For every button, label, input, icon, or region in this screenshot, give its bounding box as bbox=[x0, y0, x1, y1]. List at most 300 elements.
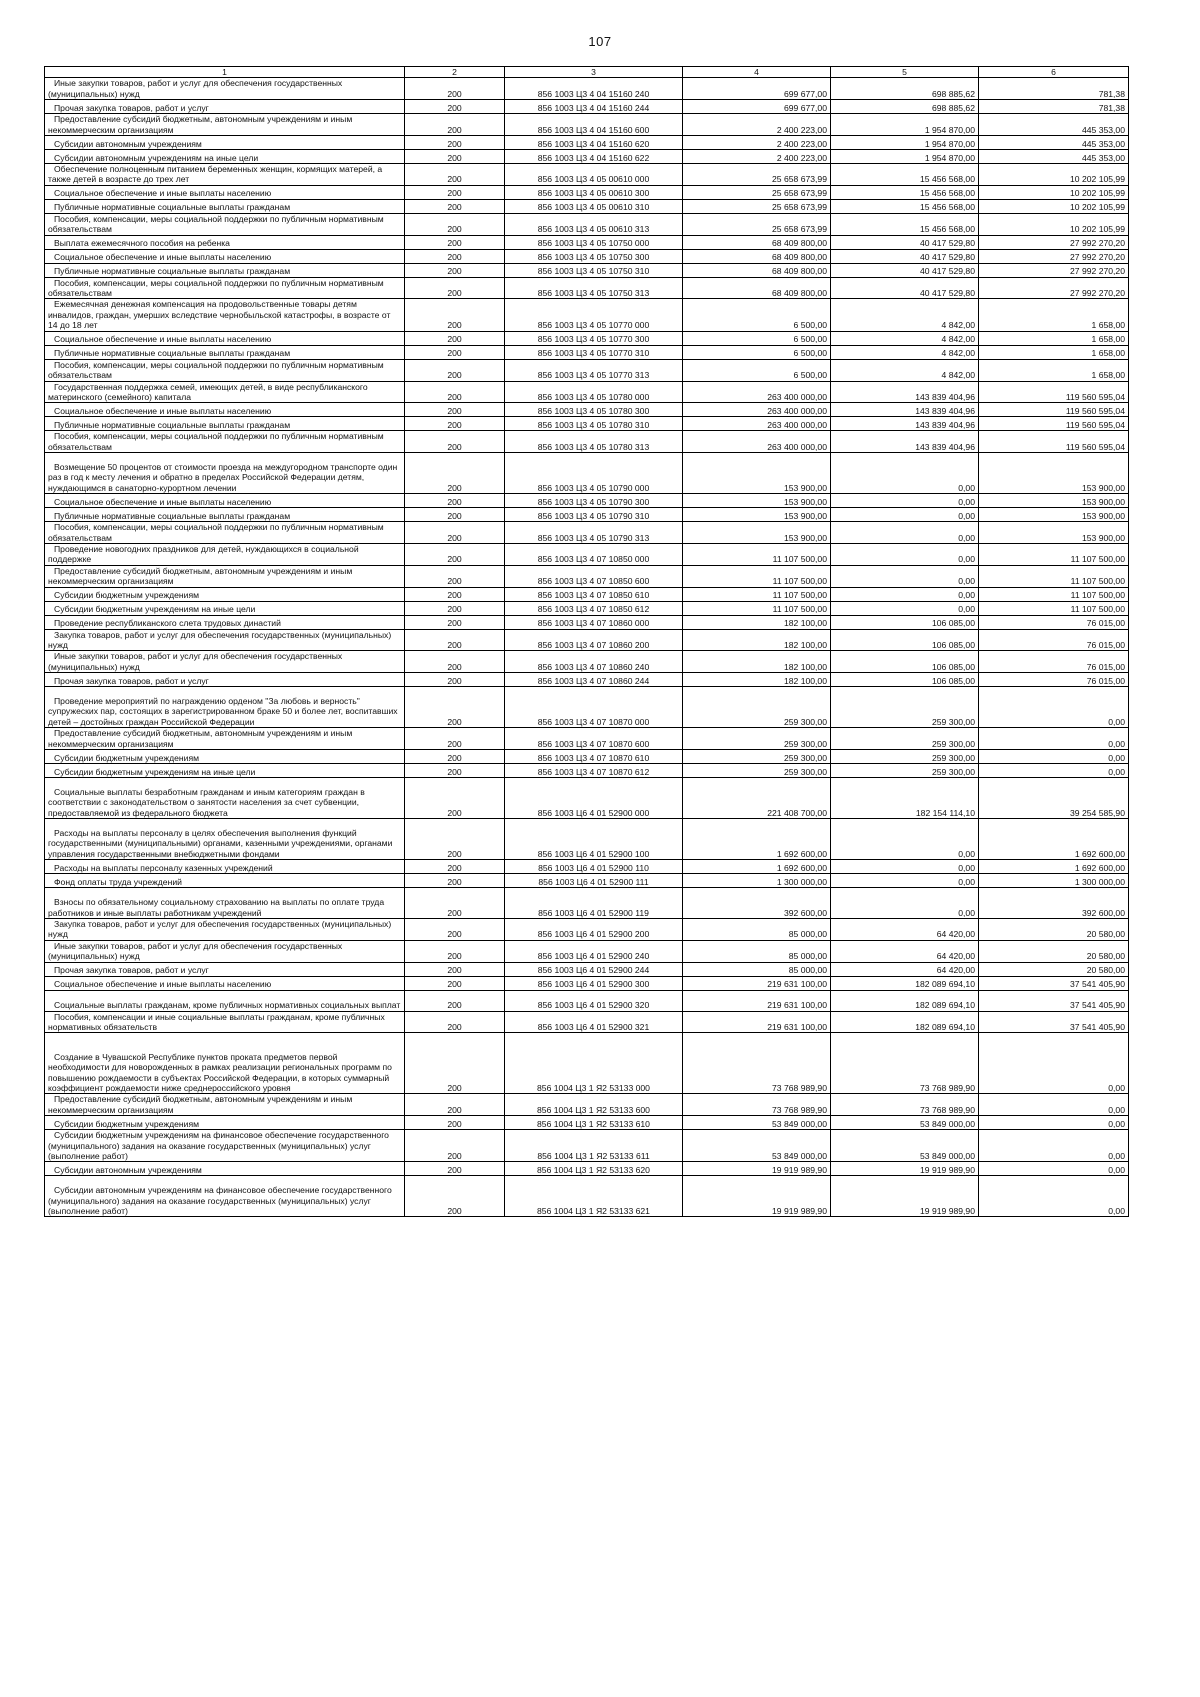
budget-execution-table bbox=[44, 66, 1129, 1217]
row-name: Иные закупки товаров, работ и услуг для обеспечения государственных (муниципальных) нужд bbox=[45, 78, 405, 100]
row-approved-amount: 219 631 100,00 bbox=[683, 990, 831, 1011]
row-classification-code: 856 1003 Ц3 4 07 10870 000 bbox=[505, 687, 683, 728]
row-admin-code: 200 bbox=[405, 431, 505, 453]
row-admin-code: 200 bbox=[405, 136, 505, 150]
row-executed-amount: 40 417 529,80 bbox=[831, 235, 979, 249]
row-classification-code: 856 1003 Ц3 4 05 10780 300 bbox=[505, 403, 683, 417]
table-row bbox=[45, 1162, 1129, 1176]
row-remainder-amount: 76 015,00 bbox=[979, 629, 1129, 651]
row-name: Пособия, компенсации, меры социальной поддержки по публичным нормативным обязательствам bbox=[45, 213, 405, 235]
row-remainder-amount: 10 202 105,99 bbox=[979, 185, 1129, 199]
table-row bbox=[45, 601, 1129, 615]
table-row bbox=[45, 940, 1129, 962]
row-name: Субсидии бюджетным учреждениям bbox=[45, 750, 405, 764]
row-classification-code: 856 1003 Ц6 4 01 52900 300 bbox=[505, 976, 683, 990]
row-executed-amount: 1 954 870,00 bbox=[831, 150, 979, 164]
row-executed-amount: 182 089 694,10 bbox=[831, 1011, 979, 1033]
row-approved-amount: 1 692 600,00 bbox=[683, 860, 831, 874]
row-remainder-amount: 10 202 105,99 bbox=[979, 199, 1129, 213]
row-executed-amount: 182 154 114,10 bbox=[831, 778, 979, 819]
row-approved-amount: 11 107 500,00 bbox=[683, 587, 831, 601]
row-approved-amount: 6 500,00 bbox=[683, 345, 831, 359]
row-name: Пособия, компенсации, меры социальной поддержки по публичным нормативным обязательствам bbox=[45, 522, 405, 544]
row-classification-code: 856 1004 Ц3 1 Я2 53133 611 bbox=[505, 1130, 683, 1162]
table-row bbox=[45, 1176, 1129, 1217]
row-executed-amount: 259 300,00 bbox=[831, 687, 979, 728]
row-executed-amount: 40 417 529,80 bbox=[831, 263, 979, 277]
row-admin-code: 200 bbox=[405, 299, 505, 331]
row-remainder-amount: 0,00 bbox=[979, 1033, 1129, 1094]
row-classification-code: 856 1004 Ц3 1 Я2 53133 610 bbox=[505, 1116, 683, 1130]
row-name: Субсидии автономным учреждениям на финансовое обеспечение государственного (муниципального) задания на оказание государственных (муниципальных) услуг (выполнение работ) bbox=[45, 1176, 405, 1217]
row-remainder-amount: 11 107 500,00 bbox=[979, 565, 1129, 587]
row-executed-amount: 0,00 bbox=[831, 819, 979, 860]
row-admin-code: 200 bbox=[405, 150, 505, 164]
row-admin-code: 200 bbox=[405, 764, 505, 778]
row-approved-amount: 25 658 673,99 bbox=[683, 164, 831, 186]
table-row bbox=[45, 78, 1129, 100]
row-admin-code: 200 bbox=[405, 587, 505, 601]
row-executed-amount: 64 420,00 bbox=[831, 919, 979, 941]
row-executed-amount: 106 085,00 bbox=[831, 651, 979, 673]
row-approved-amount: 263 400 000,00 bbox=[683, 417, 831, 431]
row-classification-code: 856 1003 Ц3 4 05 10750 300 bbox=[505, 249, 683, 263]
row-approved-amount: 263 400 000,00 bbox=[683, 431, 831, 453]
row-executed-amount: 1 954 870,00 bbox=[831, 136, 979, 150]
row-classification-code: 856 1003 Ц3 4 07 10870 610 bbox=[505, 750, 683, 764]
column-header-1: 1 bbox=[45, 67, 405, 78]
table-row bbox=[45, 543, 1129, 565]
table-row bbox=[45, 185, 1129, 199]
row-admin-code: 200 bbox=[405, 565, 505, 587]
row-executed-amount: 182 089 694,10 bbox=[831, 976, 979, 990]
row-executed-amount: 182 089 694,10 bbox=[831, 990, 979, 1011]
row-name: Прочая закупка товаров, работ и услуг bbox=[45, 962, 405, 976]
row-admin-code: 200 bbox=[405, 919, 505, 941]
row-remainder-amount: 11 107 500,00 bbox=[979, 587, 1129, 601]
row-classification-code: 856 1003 Ц3 4 07 10860 244 bbox=[505, 673, 683, 687]
row-executed-amount: 0,00 bbox=[831, 522, 979, 544]
table-row bbox=[45, 687, 1129, 728]
row-admin-code: 200 bbox=[405, 860, 505, 874]
row-remainder-amount: 0,00 bbox=[979, 764, 1129, 778]
table-row bbox=[45, 417, 1129, 431]
table-row bbox=[45, 249, 1129, 263]
row-classification-code: 856 1003 Ц3 4 04 15160 244 bbox=[505, 100, 683, 114]
row-approved-amount: 2 400 223,00 bbox=[683, 150, 831, 164]
row-executed-amount: 40 417 529,80 bbox=[831, 249, 979, 263]
row-executed-amount: 698 885,62 bbox=[831, 100, 979, 114]
row-classification-code: 856 1003 Ц3 4 07 10850 000 bbox=[505, 543, 683, 565]
row-remainder-amount: 39 254 585,90 bbox=[979, 778, 1129, 819]
table-row bbox=[45, 651, 1129, 673]
row-classification-code: 856 1003 Ц3 4 05 10770 313 bbox=[505, 359, 683, 381]
row-classification-code: 856 1003 Ц3 4 05 10790 310 bbox=[505, 508, 683, 522]
row-classification-code: 856 1003 Ц3 4 07 10860 240 bbox=[505, 651, 683, 673]
row-classification-code: 856 1004 Ц3 1 Я2 53133 620 bbox=[505, 1162, 683, 1176]
row-approved-amount: 699 677,00 bbox=[683, 100, 831, 114]
row-remainder-amount: 119 560 595,04 bbox=[979, 431, 1129, 453]
row-approved-amount: 153 900,00 bbox=[683, 494, 831, 508]
row-executed-amount: 0,00 bbox=[831, 860, 979, 874]
row-executed-amount: 73 768 989,90 bbox=[831, 1094, 979, 1116]
row-name: Социальное обеспечение и иные выплаты населению bbox=[45, 249, 405, 263]
row-admin-code: 200 bbox=[405, 601, 505, 615]
row-classification-code: 856 1003 Ц6 4 01 52900 321 bbox=[505, 1011, 683, 1033]
row-executed-amount: 143 839 404,96 bbox=[831, 417, 979, 431]
row-classification-code: 856 1004 Ц3 1 Я2 53133 600 bbox=[505, 1094, 683, 1116]
row-admin-code: 200 bbox=[405, 199, 505, 213]
row-approved-amount: 263 400 000,00 bbox=[683, 381, 831, 403]
row-executed-amount: 4 842,00 bbox=[831, 299, 979, 331]
row-executed-amount: 106 085,00 bbox=[831, 673, 979, 687]
table-row bbox=[45, 1116, 1129, 1130]
row-name: Субсидии бюджетным учреждениям на иные цели bbox=[45, 601, 405, 615]
row-approved-amount: 85 000,00 bbox=[683, 919, 831, 941]
row-executed-amount: 0,00 bbox=[831, 494, 979, 508]
row-name: Государственная поддержка семей, имеющих детей, в виде республиканского материнского (семейного) капитала bbox=[45, 381, 405, 403]
row-admin-code: 200 bbox=[405, 543, 505, 565]
row-approved-amount: 182 100,00 bbox=[683, 673, 831, 687]
row-approved-amount: 11 107 500,00 bbox=[683, 565, 831, 587]
row-approved-amount: 73 768 989,90 bbox=[683, 1094, 831, 1116]
row-remainder-amount: 1 692 600,00 bbox=[979, 860, 1129, 874]
table-row bbox=[45, 819, 1129, 860]
row-executed-amount: 53 849 000,00 bbox=[831, 1130, 979, 1162]
row-classification-code: 856 1004 Ц3 1 Я2 53133 000 bbox=[505, 1033, 683, 1094]
row-remainder-amount: 27 992 270,20 bbox=[979, 263, 1129, 277]
table-row bbox=[45, 213, 1129, 235]
row-executed-amount: 698 885,62 bbox=[831, 78, 979, 100]
row-executed-amount: 15 456 568,00 bbox=[831, 213, 979, 235]
row-remainder-amount: 1 658,00 bbox=[979, 359, 1129, 381]
table-row bbox=[45, 522, 1129, 544]
row-approved-amount: 182 100,00 bbox=[683, 629, 831, 651]
table-row bbox=[45, 381, 1129, 403]
row-name: Публичные нормативные социальные выплаты гражданам bbox=[45, 417, 405, 431]
table-row bbox=[45, 860, 1129, 874]
table-row bbox=[45, 673, 1129, 687]
table-row bbox=[45, 764, 1129, 778]
row-remainder-amount: 445 353,00 bbox=[979, 150, 1129, 164]
row-classification-code: 856 1003 Ц6 4 01 52900 320 bbox=[505, 990, 683, 1011]
row-name: Социальные выплаты безработным гражданам и иным категориям граждан в соответствии с законодательством о занятости населения за счет субвенции, предоставляемой из федерального бюджета bbox=[45, 778, 405, 819]
row-classification-code: 856 1003 Ц3 4 05 10780 310 bbox=[505, 417, 683, 431]
row-classification-code: 856 1003 Ц3 4 05 00610 313 bbox=[505, 213, 683, 235]
row-classification-code: 856 1003 Ц3 4 04 15160 620 bbox=[505, 136, 683, 150]
row-classification-code: 856 1003 Ц6 4 01 52900 240 bbox=[505, 940, 683, 962]
row-approved-amount: 259 300,00 bbox=[683, 728, 831, 750]
table-row bbox=[45, 331, 1129, 345]
table-row bbox=[45, 136, 1129, 150]
row-executed-amount: 4 842,00 bbox=[831, 345, 979, 359]
row-classification-code: 856 1003 Ц3 4 05 10770 000 bbox=[505, 299, 683, 331]
row-admin-code: 200 bbox=[405, 673, 505, 687]
row-name: Публичные нормативные социальные выплаты гражданам bbox=[45, 508, 405, 522]
table-row bbox=[45, 629, 1129, 651]
row-executed-amount: 143 839 404,96 bbox=[831, 381, 979, 403]
row-classification-code: 856 1003 Ц6 4 01 52900 200 bbox=[505, 919, 683, 941]
row-approved-amount: 85 000,00 bbox=[683, 962, 831, 976]
row-name: Прочая закупка товаров, работ и услуг bbox=[45, 100, 405, 114]
row-executed-amount: 259 300,00 bbox=[831, 728, 979, 750]
table-row bbox=[45, 976, 1129, 990]
column-header-2: 2 bbox=[405, 67, 505, 78]
row-executed-amount: 0,00 bbox=[831, 508, 979, 522]
table-row bbox=[45, 199, 1129, 213]
table-row bbox=[45, 299, 1129, 331]
row-remainder-amount: 153 900,00 bbox=[979, 494, 1129, 508]
row-remainder-amount: 0,00 bbox=[979, 1162, 1129, 1176]
row-admin-code: 200 bbox=[405, 381, 505, 403]
table-row bbox=[45, 990, 1129, 1011]
row-admin-code: 200 bbox=[405, 508, 505, 522]
row-executed-amount: 15 456 568,00 bbox=[831, 185, 979, 199]
row-classification-code: 856 1003 Ц3 4 05 00610 310 bbox=[505, 199, 683, 213]
row-remainder-amount: 1 658,00 bbox=[979, 299, 1129, 331]
row-remainder-amount: 445 353,00 bbox=[979, 114, 1129, 136]
row-remainder-amount: 0,00 bbox=[979, 1094, 1129, 1116]
row-classification-code: 856 1003 Ц3 4 05 00610 000 bbox=[505, 164, 683, 186]
row-classification-code: 856 1003 Ц3 4 07 10860 000 bbox=[505, 615, 683, 629]
row-approved-amount: 25 658 673,99 bbox=[683, 213, 831, 235]
row-admin-code: 200 bbox=[405, 494, 505, 508]
row-name: Субсидии бюджетным учреждениям bbox=[45, 587, 405, 601]
row-name: Социальное обеспечение и иные выплаты населению bbox=[45, 494, 405, 508]
row-name: Социальные выплаты гражданам, кроме публичных нормативных социальных выплат bbox=[45, 990, 405, 1011]
table-row bbox=[45, 453, 1129, 494]
row-name: Взносы по обязательному социальному страхованию на выплаты по оплате труда работников и иные выплаты работникам учреждений bbox=[45, 888, 405, 919]
row-name: Пособия, компенсации, меры социальной поддержки по публичным нормативным обязательствам bbox=[45, 431, 405, 453]
row-name: Публичные нормативные социальные выплаты гражданам bbox=[45, 345, 405, 359]
row-name: Пособия, компенсации, меры социальной поддержки по публичным нормативным обязательствам bbox=[45, 277, 405, 299]
row-executed-amount: 73 768 989,90 bbox=[831, 1033, 979, 1094]
column-header-5: 5 bbox=[831, 67, 979, 78]
row-executed-amount: 259 300,00 bbox=[831, 764, 979, 778]
row-name: Иные закупки товаров, работ и услуг для обеспечения государственных (муниципальных) нужд bbox=[45, 940, 405, 962]
row-classification-code: 856 1003 Ц3 4 07 10850 600 bbox=[505, 565, 683, 587]
row-executed-amount: 15 456 568,00 bbox=[831, 199, 979, 213]
row-remainder-amount: 11 107 500,00 bbox=[979, 543, 1129, 565]
row-name: Возмещение 50 процентов от стоимости проезда на междугородном транспорте один раз в год к месту лечения и обратно в пределах Российской Федерации детям, нуждающимся в санаторно-курортном лечении bbox=[45, 453, 405, 494]
row-remainder-amount: 781,38 bbox=[979, 78, 1129, 100]
row-approved-amount: 259 300,00 bbox=[683, 687, 831, 728]
row-admin-code: 200 bbox=[405, 522, 505, 544]
row-classification-code: 856 1003 Ц3 4 05 10790 300 bbox=[505, 494, 683, 508]
row-remainder-amount: 27 992 270,20 bbox=[979, 249, 1129, 263]
row-executed-amount: 0,00 bbox=[831, 543, 979, 565]
row-remainder-amount: 76 015,00 bbox=[979, 673, 1129, 687]
row-remainder-amount: 0,00 bbox=[979, 687, 1129, 728]
row-executed-amount: 40 417 529,80 bbox=[831, 277, 979, 299]
row-admin-code: 200 bbox=[405, 819, 505, 860]
row-classification-code: 856 1003 Ц3 4 05 10750 000 bbox=[505, 235, 683, 249]
row-admin-code: 200 bbox=[405, 235, 505, 249]
table-row bbox=[45, 919, 1129, 941]
row-name: Предоставление субсидий бюджетным, автономным учреждениям и иным некоммерческим организациям bbox=[45, 565, 405, 587]
row-classification-code: 856 1003 Ц3 4 05 10770 300 bbox=[505, 331, 683, 345]
row-classification-code: 856 1004 Ц3 1 Я2 53133 621 bbox=[505, 1176, 683, 1217]
row-name: Проведение мероприятий по награждению орденом "За любовь и верность" супружеских пар, состоящих в зарегистрированном браке 50 и более лет, воспитавших детей – достойных граждан Российской Федерации bbox=[45, 687, 405, 728]
row-approved-amount: 19 919 989,90 bbox=[683, 1176, 831, 1217]
row-admin-code: 200 bbox=[405, 185, 505, 199]
table-row bbox=[45, 345, 1129, 359]
row-classification-code: 856 1003 Ц3 4 07 10870 600 bbox=[505, 728, 683, 750]
row-remainder-amount: 153 900,00 bbox=[979, 453, 1129, 494]
row-name: Предоставление субсидий бюджетным, автономным учреждениям и иным некоммерческим организациям bbox=[45, 1094, 405, 1116]
row-admin-code: 200 bbox=[405, 1033, 505, 1094]
row-classification-code: 856 1003 Ц3 4 05 10780 000 bbox=[505, 381, 683, 403]
row-admin-code: 200 bbox=[405, 78, 505, 100]
row-admin-code: 200 bbox=[405, 249, 505, 263]
row-approved-amount: 25 658 673,99 bbox=[683, 199, 831, 213]
row-approved-amount: 68 409 800,00 bbox=[683, 249, 831, 263]
row-admin-code: 200 bbox=[405, 687, 505, 728]
row-remainder-amount: 153 900,00 bbox=[979, 508, 1129, 522]
row-executed-amount: 0,00 bbox=[831, 587, 979, 601]
row-approved-amount: 153 900,00 bbox=[683, 508, 831, 522]
row-approved-amount: 263 400 000,00 bbox=[683, 403, 831, 417]
row-classification-code: 856 1003 Ц3 4 05 00610 300 bbox=[505, 185, 683, 199]
row-approved-amount: 1 300 000,00 bbox=[683, 874, 831, 888]
row-remainder-amount: 1 658,00 bbox=[979, 331, 1129, 345]
row-executed-amount: 143 839 404,96 bbox=[831, 403, 979, 417]
row-name: Выплата ежемесячного пособия на ребенка bbox=[45, 235, 405, 249]
row-name: Создание в Чувашской Республике пунктов проката предметов первой необходимости для новорожденных в рамках реализации региональных программ по повышению рождаемости в субъектах Российской Федерации, в которых суммарный коэффициент рождаемости ниже среднероссийского уровня bbox=[45, 1033, 405, 1094]
row-approved-amount: 219 631 100,00 bbox=[683, 1011, 831, 1033]
row-admin-code: 200 bbox=[405, 100, 505, 114]
table-row bbox=[45, 100, 1129, 114]
table-row bbox=[45, 235, 1129, 249]
row-executed-amount: 19 919 989,90 bbox=[831, 1176, 979, 1217]
row-remainder-amount: 153 900,00 bbox=[979, 522, 1129, 544]
row-classification-code: 856 1003 Ц3 4 07 10850 610 bbox=[505, 587, 683, 601]
row-classification-code: 856 1003 Ц3 4 07 10870 612 bbox=[505, 764, 683, 778]
row-approved-amount: 6 500,00 bbox=[683, 359, 831, 381]
row-executed-amount: 15 456 568,00 bbox=[831, 164, 979, 186]
table-row bbox=[45, 277, 1129, 299]
row-approved-amount: 221 408 700,00 bbox=[683, 778, 831, 819]
row-name: Субсидии автономным учреждениям на иные цели bbox=[45, 150, 405, 164]
row-remainder-amount: 392 600,00 bbox=[979, 888, 1129, 919]
row-admin-code: 200 bbox=[405, 1094, 505, 1116]
table-row bbox=[45, 164, 1129, 186]
row-name: Пособия, компенсации и иные социальные выплаты гражданам, кроме публичных нормативных обязательств bbox=[45, 1011, 405, 1033]
row-name: Пособия, компенсации, меры социальной поддержки по публичным нормативным обязательствам bbox=[45, 359, 405, 381]
table-row bbox=[45, 565, 1129, 587]
row-admin-code: 200 bbox=[405, 213, 505, 235]
row-executed-amount: 0,00 bbox=[831, 453, 979, 494]
row-remainder-amount: 37 541 405,90 bbox=[979, 990, 1129, 1011]
row-classification-code: 856 1003 Ц3 4 05 10750 313 bbox=[505, 277, 683, 299]
row-approved-amount: 392 600,00 bbox=[683, 888, 831, 919]
column-number-row bbox=[45, 67, 1129, 78]
row-classification-code: 856 1003 Ц6 4 01 52900 110 bbox=[505, 860, 683, 874]
row-remainder-amount: 10 202 105,99 bbox=[979, 213, 1129, 235]
row-admin-code: 200 bbox=[405, 453, 505, 494]
row-classification-code: 856 1003 Ц3 4 05 10790 313 bbox=[505, 522, 683, 544]
row-executed-amount: 1 954 870,00 bbox=[831, 114, 979, 136]
row-remainder-amount: 119 560 595,04 bbox=[979, 417, 1129, 431]
row-classification-code: 856 1003 Ц3 4 05 10770 310 bbox=[505, 345, 683, 359]
row-classification-code: 856 1003 Ц3 4 07 10860 200 bbox=[505, 629, 683, 651]
row-approved-amount: 73 768 989,90 bbox=[683, 1033, 831, 1094]
row-admin-code: 200 bbox=[405, 728, 505, 750]
row-name: Обеспечение полноценным питанием беременных женщин, кормящих матерей, а также детей в возрасте до трех лет bbox=[45, 164, 405, 186]
row-remainder-amount: 37 541 405,90 bbox=[979, 1011, 1129, 1033]
row-executed-amount: 4 842,00 bbox=[831, 359, 979, 381]
row-name: Ежемесячная денежная компенсация на продовольственные товары детям инвалидов, граждан, умерших вследствие чернобыльской катастрофы, в возрасте от 14 до 18 лет bbox=[45, 299, 405, 331]
row-executed-amount: 259 300,00 bbox=[831, 750, 979, 764]
row-name: Иные закупки товаров, работ и услуг для обеспечения государственных (муниципальных) нужд bbox=[45, 651, 405, 673]
row-remainder-amount: 0,00 bbox=[979, 1176, 1129, 1217]
row-name: Предоставление субсидий бюджетным, автономным учреждениям и иным некоммерческим организациям bbox=[45, 114, 405, 136]
row-admin-code: 200 bbox=[405, 331, 505, 345]
row-remainder-amount: 1 692 600,00 bbox=[979, 819, 1129, 860]
row-approved-amount: 699 677,00 bbox=[683, 78, 831, 100]
table-row bbox=[45, 888, 1129, 919]
table-row bbox=[45, 728, 1129, 750]
row-remainder-amount: 781,38 bbox=[979, 100, 1129, 114]
row-admin-code: 200 bbox=[405, 750, 505, 764]
table-row bbox=[45, 962, 1129, 976]
column-header-3: 3 bbox=[505, 67, 683, 78]
row-admin-code: 200 bbox=[405, 1176, 505, 1217]
row-remainder-amount: 0,00 bbox=[979, 1130, 1129, 1162]
row-approved-amount: 153 900,00 bbox=[683, 522, 831, 544]
row-name: Публичные нормативные социальные выплаты гражданам bbox=[45, 263, 405, 277]
row-admin-code: 200 bbox=[405, 615, 505, 629]
row-name: Субсидии бюджетным учреждениям bbox=[45, 1116, 405, 1130]
row-executed-amount: 53 849 000,00 bbox=[831, 1116, 979, 1130]
table-row bbox=[45, 150, 1129, 164]
row-approved-amount: 2 400 223,00 bbox=[683, 136, 831, 150]
row-name: Социальное обеспечение и иные выплаты населению bbox=[45, 403, 405, 417]
row-name: Проведение новогодних праздников для детей, нуждающихся в социальной поддержке bbox=[45, 543, 405, 565]
row-approved-amount: 182 100,00 bbox=[683, 615, 831, 629]
row-classification-code: 856 1003 Ц3 4 05 10780 313 bbox=[505, 431, 683, 453]
column-header-4: 4 bbox=[683, 67, 831, 78]
row-executed-amount: 0,00 bbox=[831, 565, 979, 587]
table-row bbox=[45, 403, 1129, 417]
row-admin-code: 200 bbox=[405, 164, 505, 186]
table-row bbox=[45, 874, 1129, 888]
row-admin-code: 200 bbox=[405, 888, 505, 919]
row-approved-amount: 53 849 000,00 bbox=[683, 1130, 831, 1162]
row-approved-amount: 153 900,00 bbox=[683, 453, 831, 494]
row-admin-code: 200 bbox=[405, 976, 505, 990]
row-approved-amount: 85 000,00 bbox=[683, 940, 831, 962]
row-name: Предоставление субсидий бюджетным, автономным учреждениям и иным некоммерческим организациям bbox=[45, 728, 405, 750]
row-remainder-amount: 27 992 270,20 bbox=[979, 235, 1129, 249]
row-approved-amount: 259 300,00 bbox=[683, 764, 831, 778]
row-admin-code: 200 bbox=[405, 1116, 505, 1130]
row-name: Публичные нормативные социальные выплаты гражданам bbox=[45, 199, 405, 213]
row-classification-code: 856 1003 Ц3 4 04 15160 622 bbox=[505, 150, 683, 164]
row-admin-code: 200 bbox=[405, 874, 505, 888]
table-row bbox=[45, 1033, 1129, 1094]
row-remainder-amount: 20 580,00 bbox=[979, 940, 1129, 962]
row-admin-code: 200 bbox=[405, 359, 505, 381]
row-remainder-amount: 10 202 105,99 bbox=[979, 164, 1129, 186]
row-classification-code: 856 1003 Ц3 4 05 10790 000 bbox=[505, 453, 683, 494]
row-remainder-amount: 0,00 bbox=[979, 750, 1129, 764]
row-name: Проведение республиканского слета трудовых династий bbox=[45, 615, 405, 629]
row-admin-code: 200 bbox=[405, 114, 505, 136]
table-row bbox=[45, 114, 1129, 136]
row-admin-code: 200 bbox=[405, 417, 505, 431]
row-name: Социальное обеспечение и иные выплаты населению bbox=[45, 331, 405, 345]
